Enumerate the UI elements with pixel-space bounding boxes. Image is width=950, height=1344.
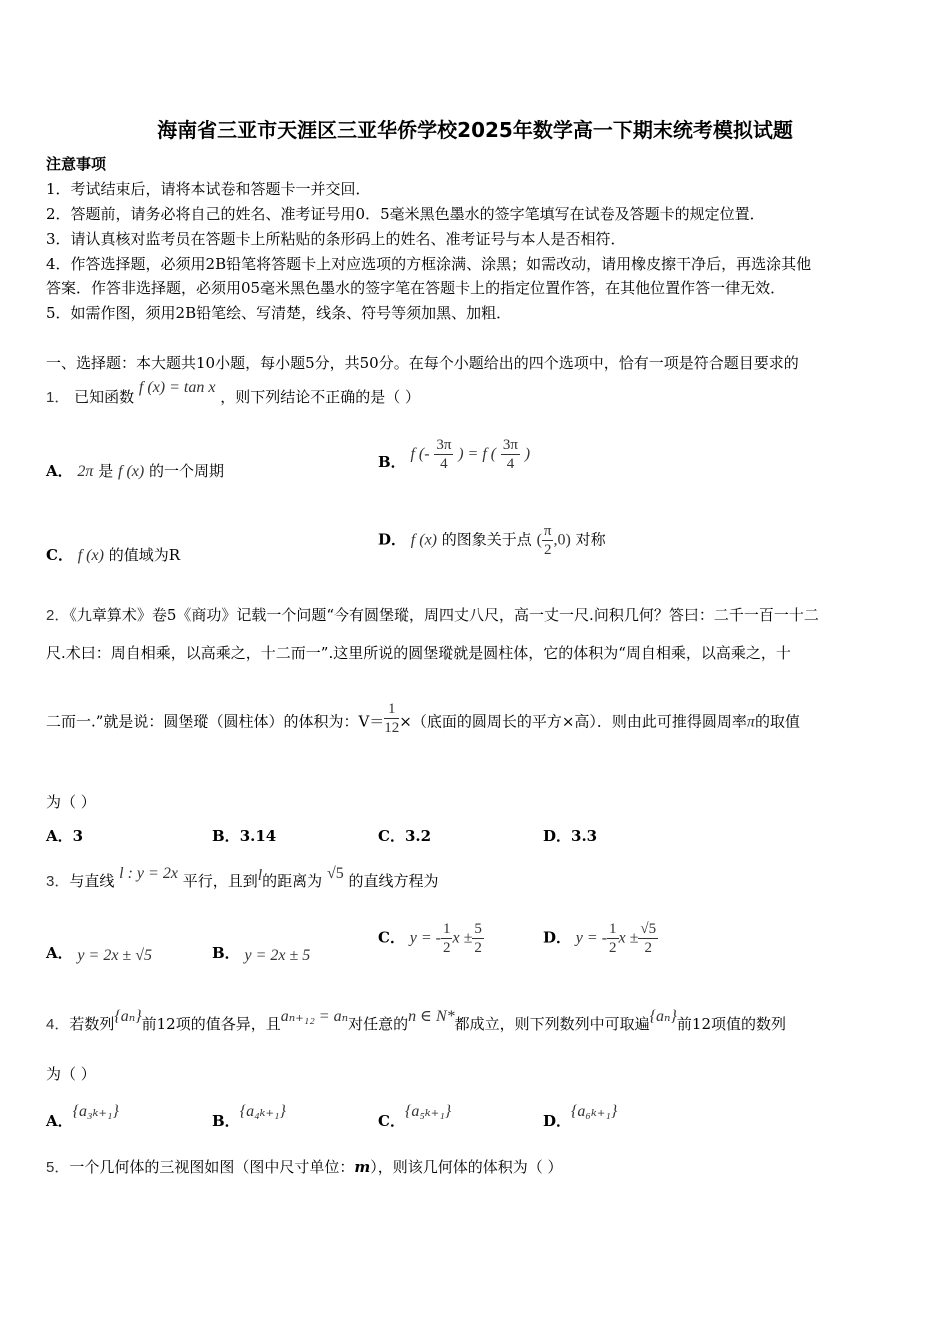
denominator: 2: [609, 940, 617, 956]
math-expression: ,0): [553, 531, 571, 549]
question-text: 的取值: [754, 712, 800, 731]
option-label: B．: [378, 452, 406, 471]
option-label: A．: [46, 827, 73, 845]
notice-item: 5．如需作图，须用2B铅笔绘、写清楚，线条、符号等须加黑、加粗．: [46, 304, 512, 322]
question-text: 一个几何体的三视图如图（图中尺寸单位：: [69, 1158, 355, 1176]
fraction: [501, 436, 520, 473]
denominator: 4: [440, 456, 448, 472]
option-c[interactable]: [378, 1100, 452, 1130]
question-number: 3．: [46, 873, 70, 890]
numerator: 3π: [502, 437, 518, 453]
math-expression: f (x): [77, 547, 104, 564]
fraction: [542, 522, 554, 559]
question-text: 前12项值的数列: [676, 1015, 786, 1033]
numerator: 1: [442, 921, 451, 937]
math-expression: {a₅ₖ₊₁}: [404, 1103, 452, 1120]
option-a[interactable]: [46, 942, 152, 963]
unit: m: [354, 1158, 371, 1176]
option-a[interactable]: [46, 460, 224, 481]
option-label: B．: [212, 1112, 240, 1130]
math-expression: (: [536, 531, 542, 549]
math-expression: √5: [326, 865, 344, 882]
option-label: D．: [543, 827, 572, 845]
question-text: 对任意的: [348, 1015, 409, 1033]
notice-item: 2．答题前，请务必将自己的姓名、准考证号用0．5毫米黑色墨水的签字笔填写在试卷及答题卡的规定位置．: [46, 205, 765, 223]
option-text: 对称: [575, 530, 606, 549]
option-value: 3.14: [239, 827, 277, 845]
math-expression: y = -: [575, 929, 608, 947]
option-label: B．: [212, 827, 240, 845]
fraction: [607, 920, 619, 957]
option-c[interactable]: [46, 544, 180, 565]
option-text: 的图象关于点: [441, 530, 532, 549]
math-expression: f (x): [118, 463, 145, 480]
option-a[interactable]: [46, 825, 83, 846]
option-label: D．: [378, 530, 407, 549]
question-number: 5．: [46, 1159, 70, 1176]
section-heading: 一、选择题：本大题共10小题，每小题5分，共50分。在每个小题给出的四个选项中，恰有一项是符合题目要求的: [46, 354, 799, 372]
question-number: 2．: [46, 607, 70, 624]
option-a[interactable]: [46, 1100, 119, 1130]
math-expression: ) = f (: [458, 445, 497, 463]
notice-item: 3．请认真核对监考员在答题卡上所粘贴的条形码上的姓名、准考证号与本人是否相符．: [46, 230, 626, 248]
option-d[interactable]: [378, 522, 606, 559]
option-label: B．: [212, 944, 240, 962]
question-text: ×（底面的圆周长的平方×高）．则由此可推得圆周率: [399, 712, 747, 731]
question-text: 为（ ）: [46, 1065, 96, 1083]
option-value: 3: [72, 827, 84, 845]
option-text: 的一个周期: [149, 462, 225, 480]
denominator: 2: [543, 542, 552, 558]
question-text: ），则该几何体的体积为（ ）: [370, 1158, 563, 1176]
option-d[interactable]: [543, 920, 658, 957]
notice-item: 4．作答选择题，必须用2B铅笔将答题卡上对应选项的方框涂满、涂黑；如需改动，请用橡皮擦干净后，再选涂其他: [46, 255, 812, 273]
question-text-line: [46, 701, 800, 741]
math-expression: 2π: [77, 463, 94, 480]
fraction: [638, 920, 658, 957]
option-label: A．: [46, 944, 73, 962]
math-expression: {a₄ₖ₊₁}: [239, 1103, 286, 1120]
option-c[interactable]: [378, 920, 484, 957]
numerator: 3π: [436, 437, 452, 453]
math-expression: aₙ₊₁₂ = aₙ: [280, 1008, 349, 1025]
math-expression: {aₙ}: [649, 1008, 677, 1025]
math-expression: π: [746, 713, 755, 731]
math-expression: {a₃ₖ₊₁}: [72, 1103, 119, 1120]
option-b[interactable]: [212, 825, 276, 846]
fraction: [472, 920, 484, 957]
option-value: 3.2: [404, 827, 432, 845]
math-expression: ): [524, 445, 531, 463]
option-text: 是: [98, 462, 114, 480]
question-text: 若数列: [69, 1015, 115, 1033]
numerator: 1: [384, 700, 399, 719]
math-expression: y = 2x ± √5: [77, 947, 152, 964]
denominator: 2: [474, 940, 482, 956]
math-expression: x ±: [452, 929, 473, 947]
math-expression: {aₙ}: [114, 1008, 142, 1025]
numerator: √5: [640, 921, 657, 937]
denominator: 12: [384, 720, 400, 736]
math-expression: f (x) = tan x: [138, 379, 216, 396]
math-expression: f (x): [410, 531, 437, 549]
math-expression: f (-: [410, 445, 430, 463]
numerator: π: [543, 523, 552, 539]
option-value: 3.3: [571, 827, 598, 845]
question-1: [46, 379, 421, 407]
question-text: 《九章算术》卷5《商功》记载一个问题“今有圆堡瑽，周四丈八尺，高一丈一尺.问积几何？答曰：二千一百一十二: [69, 606, 819, 624]
notice-item: 答案．作答非选择题，必须用05毫米黑色墨水的签字笔在答题卡上的指定位置作答，在其他位置作答一律无效．: [46, 279, 786, 297]
math-expression: {a₆ₖ₊₁}: [571, 1103, 618, 1120]
option-label: C．: [378, 1112, 405, 1130]
fraction: [434, 436, 453, 473]
question-text: 的直线方程为: [348, 872, 439, 890]
fraction: [441, 920, 453, 957]
option-d[interactable]: [543, 1100, 618, 1130]
question-text: 平行，且到: [182, 872, 258, 890]
question-text: 的距离为: [262, 872, 323, 890]
math-expression: l : y = 2x: [119, 865, 178, 882]
option-label: A．: [46, 1112, 73, 1130]
option-label: C．: [378, 928, 405, 947]
question-text: 都成立，则下列数列中可取遍: [454, 1015, 650, 1033]
option-b[interactable]: [212, 942, 310, 963]
option-label: D．: [543, 1112, 572, 1130]
question-number: 1．: [46, 389, 70, 406]
denominator: 2: [644, 940, 653, 956]
question-number: 4．: [46, 1016, 70, 1033]
question-2: [46, 604, 819, 625]
question-5: [46, 1156, 563, 1177]
denominator: 4: [506, 456, 515, 472]
math-expression: x ±: [618, 929, 639, 947]
math-expression: y = 2x ± 5: [244, 947, 311, 964]
question-text: 已知函数: [74, 388, 135, 406]
denominator: 2: [442, 940, 451, 956]
notice-heading: 注意事项: [46, 155, 107, 173]
option-b[interactable]: [212, 1100, 286, 1130]
option-label: A．: [46, 462, 73, 480]
option-label: C．: [46, 546, 73, 564]
option-text: 的值域为R: [108, 546, 181, 564]
question-text: 为（ ）: [46, 793, 96, 811]
numerator: 5: [474, 921, 482, 937]
option-d[interactable]: [543, 825, 597, 846]
question-text: 与直线: [69, 872, 115, 890]
option-label: D．: [543, 928, 572, 947]
question-text: 前12项的值各异，且: [141, 1015, 281, 1033]
question-3: [46, 865, 439, 891]
question-text: 二而一.”就是说：圆堡瑽（圆柱体）的体积为：V＝: [46, 712, 385, 731]
question-text: 尺.术曰：周自相乘，以高乘之，十二而一”.这里所说的圆堡瑽就是圆柱体，它的体积为“周自相乘，以高乘之，十: [46, 644, 791, 662]
math-expression: l: [257, 867, 263, 884]
notice-item: 1．考试结束后，请将本试卷和答题卡一并交回．: [46, 180, 371, 198]
question-text: ，则下列结论不正确的是（ ）: [220, 388, 421, 406]
option-label: C．: [378, 827, 405, 845]
math-expression: y = -: [409, 929, 441, 947]
option-c[interactable]: [378, 825, 431, 846]
question-4: [46, 1008, 786, 1034]
numerator: 1: [609, 921, 617, 937]
page-title: 海南省三亚市天涯区三亚华侨学校2025年数学高一下期末统考模拟试题: [157, 118, 793, 142]
fraction: [384, 700, 399, 737]
option-b[interactable]: [378, 436, 530, 473]
math-expression: n ∈ N*: [408, 1008, 455, 1025]
